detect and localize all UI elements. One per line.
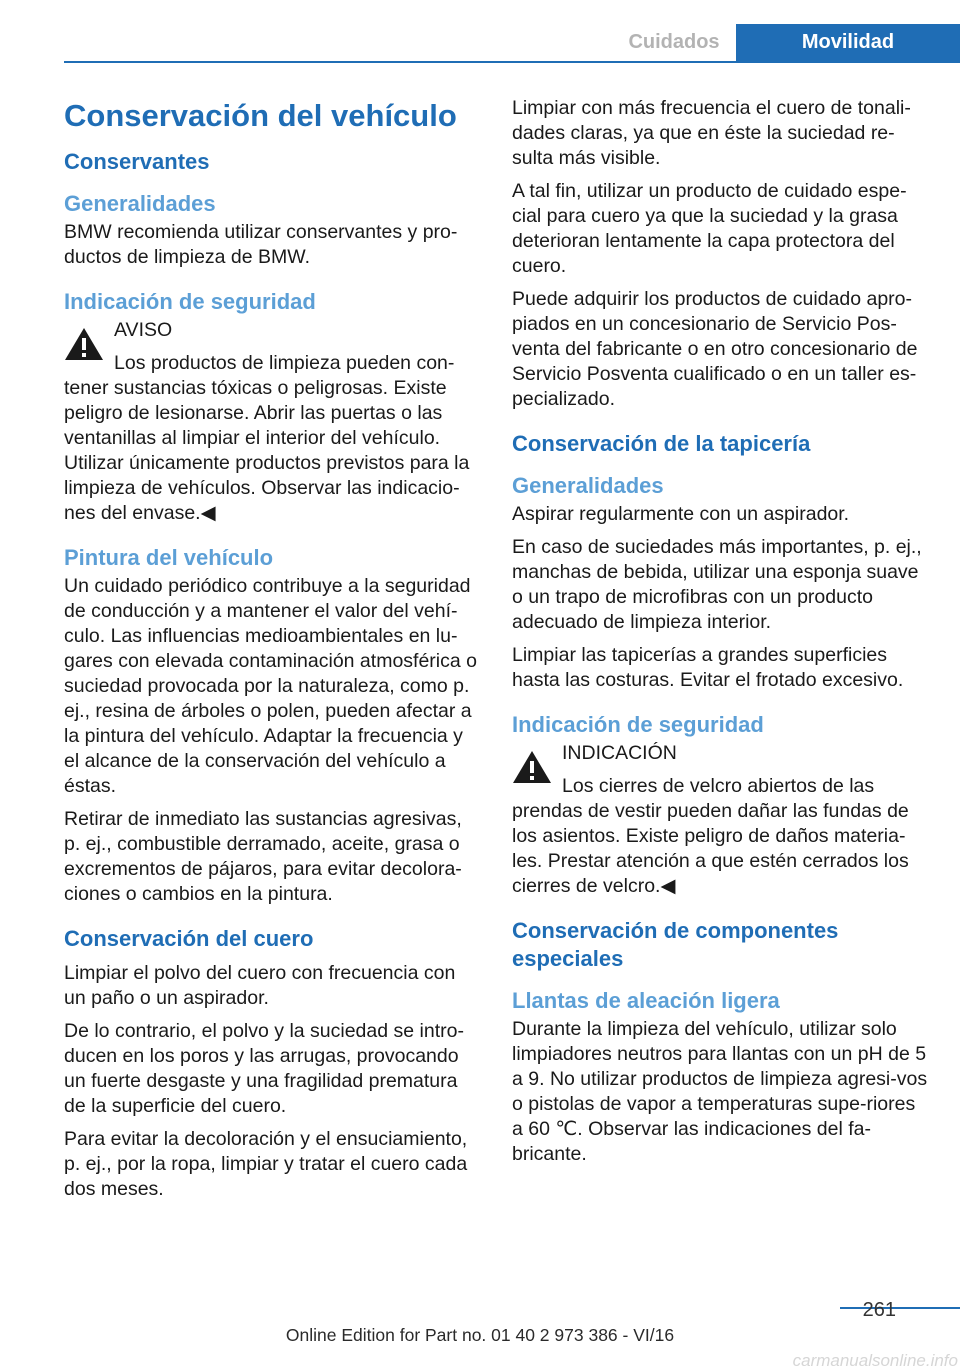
edition-note: Online Edition for Part no. 01 40 2 973 386 - VI/16 (285, 1325, 675, 1345)
paragraph: A tal fin, utilizar un producto de cuidado espe-cial para cuero ya que la suciedad y la grasa deterioran lentamente la capa protectora del cuero. (512, 180, 907, 277)
note-body: Los productos de limpieza pueden con-tener sustancias tóxicas o peligrosas. Existe peligro de lesionarse. Abrir las puertas o las ventanillas al limpiar el interior del vehículo. Utilizar únicamente productos previstos para la limpieza de vehículos. Observar las indicacio-nes del envase.◀ (64, 352, 470, 524)
warning-icon (512, 749, 552, 785)
page-title: Conservación del vehículo (64, 98, 457, 133)
paragraph: BMW recomienda utilizar conservantes y pro-ductos de limpieza de BMW. (64, 221, 458, 268)
subheading-llantas: Llantas de aleación ligera (512, 988, 780, 1013)
header-rule (64, 61, 960, 63)
subheading-seguridad: Indicación de seguridad (512, 712, 764, 737)
watermark: carmanualsonline.info (792, 1351, 958, 1370)
paragraph: Aspirar regularmente con un aspirador. (512, 503, 850, 525)
paragraph: Retirar de inmediato las sustancias agresivas, p. ej., combustible derramado, aceite, grasa o excrementos de pájaros, para evitar decolora-ciones o cambios en la pintura. (64, 808, 462, 905)
tab-cuidados[interactable]: Cuidados (612, 24, 736, 61)
subheading-pintura: Pintura del vehículo (64, 545, 274, 570)
left-column (64, 96, 480, 1210)
page-number: 261 (862, 1299, 896, 1321)
paragraph: Puede adquirir los productos de cuidado apro-piados en un concesionario de Servicio Pos-venta del fabricante o en otro concesionario de Servicio Posventa cualificado o en un taller es-pecializado. (512, 288, 918, 410)
section-heading-componentes: Conservación de componentes especiales (512, 918, 839, 971)
subheading-seguridad: Indicación de seguridad (64, 289, 316, 314)
paragraph: En caso de suciedades más importantes, p. ej., manchas de bebida, utilizar una esponja suave o un trapo de microfibras con un producto adecuado de limpieza interior. (512, 536, 922, 633)
paragraph: Un cuidado periódico contribuye a la seguridad de conducción y a mantener el valor del vehí-culo. Las influencias medioambientales en lu-gares con elevada contaminación atmosférica o suciedad provocada por la naturaleza, como p. ej., resina de árboles o polen, pueden afectar a la pintura del vehículo. Adaptar la frecuencia y el alcance de la conservación del vehículo a éstas. (64, 575, 477, 797)
paragraph: Limpiar con más frecuencia el cuero de tonali-dades claras, ya que en éste la suciedad re-sulta más visible. (512, 97, 911, 169)
indication-note (512, 741, 928, 899)
note-label: INDICACIÓN (562, 742, 677, 764)
section-heading-cuero: Conservación del cuero (64, 926, 314, 951)
warning-note (64, 318, 480, 526)
paragraph: Limpiar las tapicerías a grandes superficies hasta las costuras. Evitar el frotado excesivo. (512, 644, 904, 691)
section-heading-tapiceria: Conservación de la tapicería (512, 431, 811, 456)
paragraph: Durante la limpieza del vehículo, utilizar solo limpiadores neutros para llantas con un pH de 5 a 9. No utilizar productos de limpieza agresi-vos o pistolas de vapor a temperaturas supe-riores a 60 ℃. Observar las indicaciones del fa-bricante. (512, 1018, 928, 1165)
section-heading-conservantes: Conservantes (64, 149, 210, 174)
tab-movilidad[interactable]: Movilidad (736, 24, 960, 61)
subheading-generalidades: Generalidades (64, 191, 216, 216)
note-body: Los cierres de velcro abiertos de las prendas de vestir pueden dañar las fundas de los asientos. Existe peligro de daños materia-les. Prestar atención a que estén cerrados los cierres de velcro.◀ (512, 775, 909, 897)
paragraph: Para evitar la decoloración y el ensuciamiento, p. ej., por la ropa, limpiar y tratar el cuero cada dos meses. (64, 1128, 468, 1200)
note-label: AVISO (114, 319, 173, 341)
warning-icon (64, 326, 104, 362)
page-number-rule (840, 1307, 960, 1309)
page-footer (0, 1299, 960, 1370)
right-column (512, 96, 928, 1175)
paragraph: De lo contrario, el polvo y la suciedad se intro-ducen en los poros y las arrugas, provocando un fuerte desgaste y una fragilidad prematura de la superficie del cuero. (64, 1020, 464, 1117)
subheading-generalidades: Generalidades (512, 473, 664, 498)
paragraph: Limpiar el polvo del cuero con frecuencia con un paño o un aspirador. (64, 962, 456, 1009)
